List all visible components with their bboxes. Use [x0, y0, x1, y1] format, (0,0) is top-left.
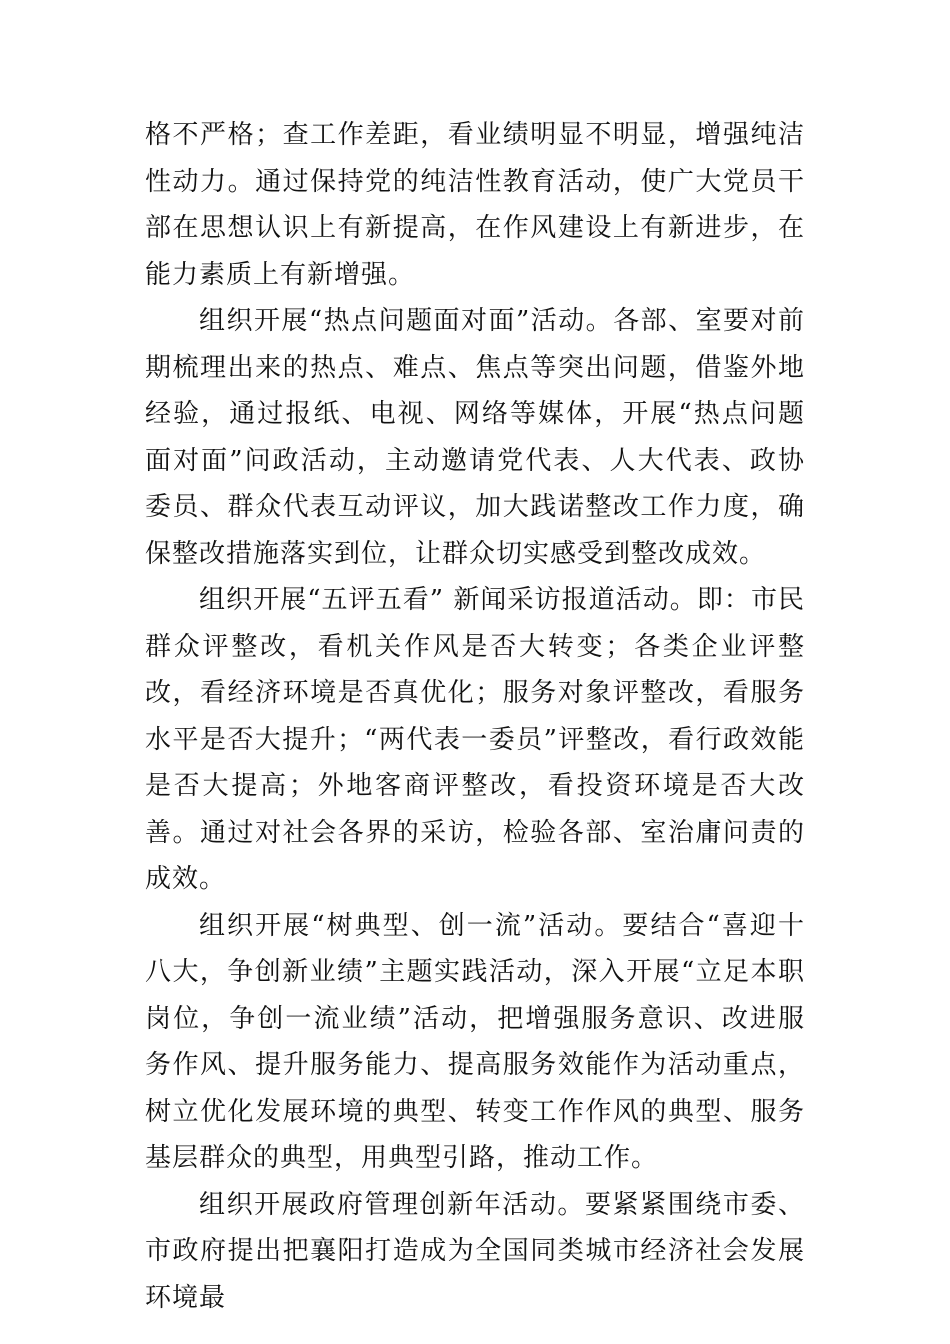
paragraph-management-innovation: [145, 1182, 805, 1322]
text-line: 群众评整改，看机关作风是否大转变；各类企业评整改，看: [145, 631, 805, 708]
text-line: 经济环境是否真优化；服务对象评整改，看服务水平是否大: [145, 678, 805, 755]
text-line: 升服务能力、提高服务效能作为活动重点，树立优化发展环: [145, 1050, 805, 1127]
text-line: 组织开展“树典型、创一流”活动。要结合“喜迎十八: [145, 910, 805, 987]
paragraph-five-reviews: [145, 577, 805, 903]
text-line: 典型引路，推动工作。: [388, 1143, 659, 1173]
paragraph-role-models: [145, 903, 805, 1182]
text-line: 让群众切实感受到整改成效。: [415, 538, 767, 569]
text-line: 提升；“两代表一委员”评整改，看行政效能是否大提高；: [145, 724, 805, 801]
text-line: 政活动，主动邀请党代表、人大代表、政协委员、群众代表: [145, 445, 805, 522]
text-line: 争创一流业绩”活动，把增强服务意识、改进服务作风、提: [145, 1003, 805, 1080]
text-line: 大，争创新业绩”主题实践活动，深入开展“立足本职岗位，: [145, 957, 805, 1034]
text-line: 通过报纸、电视、网络等媒体，开展“热点问题面对面”问: [145, 399, 805, 476]
text-line: 组织开展“五评五看” 新闻采访报道活动。即：市民: [199, 585, 805, 615]
paragraph-purity-conclusion: [145, 112, 805, 298]
text-line: 力。通过保持党的纯洁性教育活动，使广大党员干部在思想: [145, 166, 805, 243]
text-line: 组织开展政府管理创新年活动。要紧紧围绕市委、市政: [145, 1189, 805, 1266]
text-line: 的采访，检验各部、室治庸问责的成效。: [145, 817, 805, 894]
paragraph-hot-issues: [145, 298, 805, 577]
text-line: 新增强。: [307, 259, 416, 290]
text-line: 梳理出来的热点、难点、焦点等突出问题，借鉴外地经验，: [145, 352, 805, 429]
text-line: 组织开展“热点问题面对面”活动。各部、室要对前期: [145, 306, 805, 383]
text-line: 境的典型、转变工作作风的典型、服务基层群众的典型，用: [145, 1096, 805, 1173]
text-line: 格不严格；查工作差距，看业绩明显不明显，增强纯洁性动: [145, 120, 805, 197]
text-line: 互动评议，加大践诺整改工作力度，确保整改措施落实到位，: [145, 492, 805, 569]
text-line: 府提出把襄阳打造成为全国同类城市经济社会发展环境最: [145, 1236, 805, 1313]
text-line: 认识上有新提高，在作风建设上有新进步，在能力素质上有: [145, 213, 805, 290]
document-page: [145, 112, 805, 1321]
text-line: 外地客商评整改，看投资环境是否大改善。通过对社会各界: [145, 771, 805, 848]
